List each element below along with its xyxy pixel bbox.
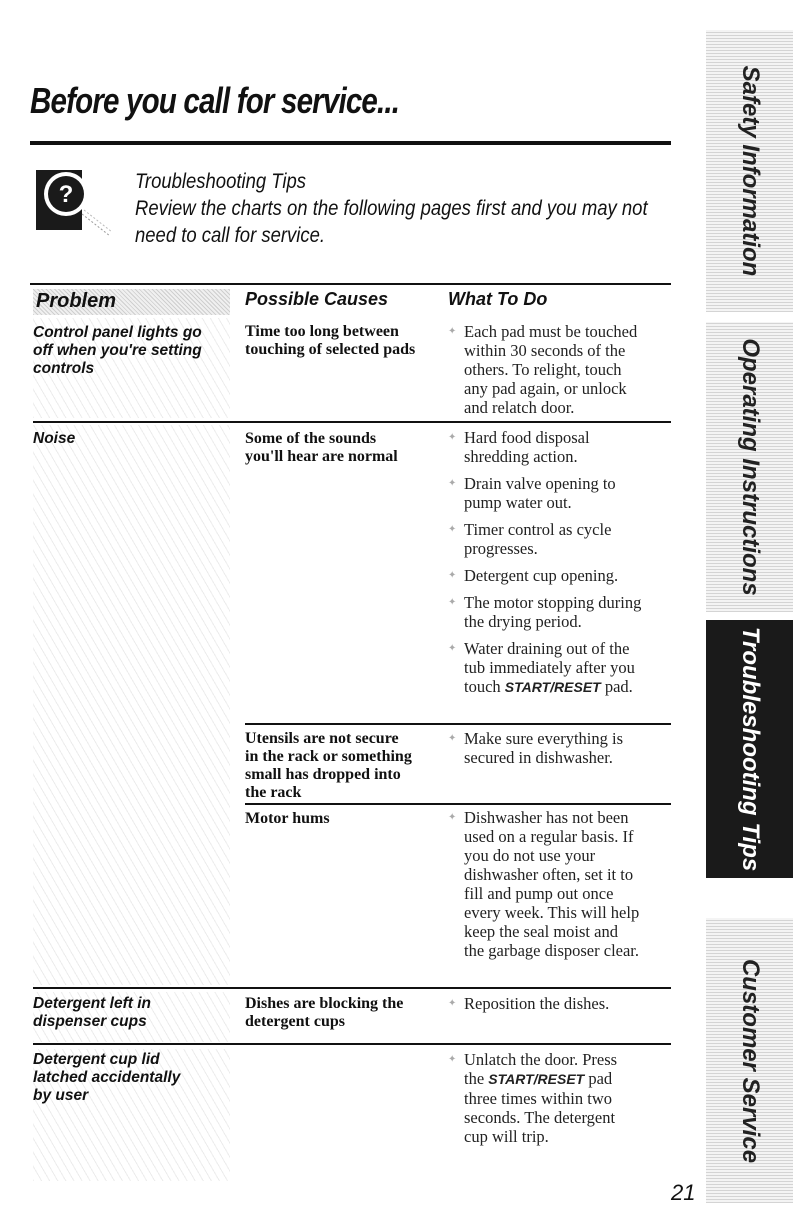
problem-header-label: Problem (36, 290, 117, 312)
todo-item: ✦ Detergent cup opening. (448, 566, 683, 585)
problem-label: Detergent cup lid latched accidentally by user (33, 1051, 181, 1104)
problem-column-header (33, 289, 230, 315)
todo-item: ✦ Each pad must be touched within 30 seconds of the others. To relight, touch any pad again, or unlock and relatch door. (448, 322, 683, 417)
tab-label: Customer Service (736, 958, 764, 1163)
tab-safety-information[interactable] (706, 30, 793, 312)
header-top-rule (30, 283, 671, 285)
todo-list (448, 994, 683, 1017)
tips-line: need to call for service. (135, 224, 326, 247)
question-mark-icon (36, 170, 114, 238)
problem-label: Noise (33, 430, 76, 447)
tab-label: Safety Information (736, 65, 764, 277)
cause-label: Utensils are not secure in the rack or something small has dropped into the rack (245, 730, 412, 801)
tips-heading: Troubleshooting Tips (135, 170, 307, 193)
causes-column-header: Possible Causes (245, 289, 389, 309)
cause-label: Some of the sounds you'll hear are normal (245, 430, 398, 465)
todo-item: ✦ Timer control as cycle progresses. (448, 520, 683, 558)
row-divider (33, 1043, 671, 1045)
tab-label: Operating Instructions (736, 338, 764, 596)
todo-item: ✦ Unlatch the door. Press the START/RESET pad three times within two seconds. The detergent cup will trip. (448, 1050, 683, 1146)
todo-list (448, 808, 683, 964)
tips-line: Review the charts on the following pages first and you may not (135, 197, 648, 220)
todo-item: ✦ Dishwasher has not been used on a regular basis. If you do not use your dishwasher often, set it to fill and pump out once every week. This will help keep the seal moist and the garbage disposer clear. (448, 808, 683, 960)
tab-operating-instructions[interactable] (706, 322, 793, 612)
problem-shading (33, 425, 230, 985)
todo-item: ✦ Drain valve opening to pump water out. (448, 474, 683, 512)
tab-troubleshooting-tips[interactable] (706, 620, 793, 878)
page-title: Before you call for service... (30, 80, 400, 121)
todo-column-header: What To Do (448, 289, 548, 309)
svg-text:?: ? (58, 181, 74, 208)
todo-list (448, 1050, 683, 1150)
tab-label: Troubleshooting Tips (736, 626, 764, 872)
row-divider (33, 421, 671, 423)
todo-list (448, 322, 683, 421)
row-divider (245, 803, 671, 805)
todo-list (448, 428, 683, 701)
todo-item: ✦ Hard food disposal shredding action. (448, 428, 683, 466)
problem-label: Control panel lights go off when you're setting controls (33, 324, 202, 377)
cause-label: Time too long between touching of selected pads (245, 323, 416, 358)
todo-list (448, 729, 683, 771)
tab-customer-service[interactable] (706, 918, 793, 1203)
cause-label: Dishes are blocking the detergent cups (245, 995, 404, 1030)
tips-intro (135, 168, 648, 249)
problem-label: Detergent left in dispenser cups (33, 995, 151, 1030)
row-divider (245, 723, 671, 725)
title-rule (30, 141, 671, 145)
cause-label: Motor hums (245, 810, 330, 827)
todo-item: ✦ Reposition the dishes. (448, 994, 683, 1013)
row-divider (33, 987, 671, 989)
page-number: 21 (671, 1180, 696, 1205)
todo-item: ✦ The motor stopping during the drying period. (448, 593, 683, 631)
todo-item: ✦ Water draining out of the tub immediately after you touch START/RESET pad. (448, 639, 683, 697)
todo-item: ✦ Make sure everything is secured in dishwasher. (448, 729, 683, 767)
